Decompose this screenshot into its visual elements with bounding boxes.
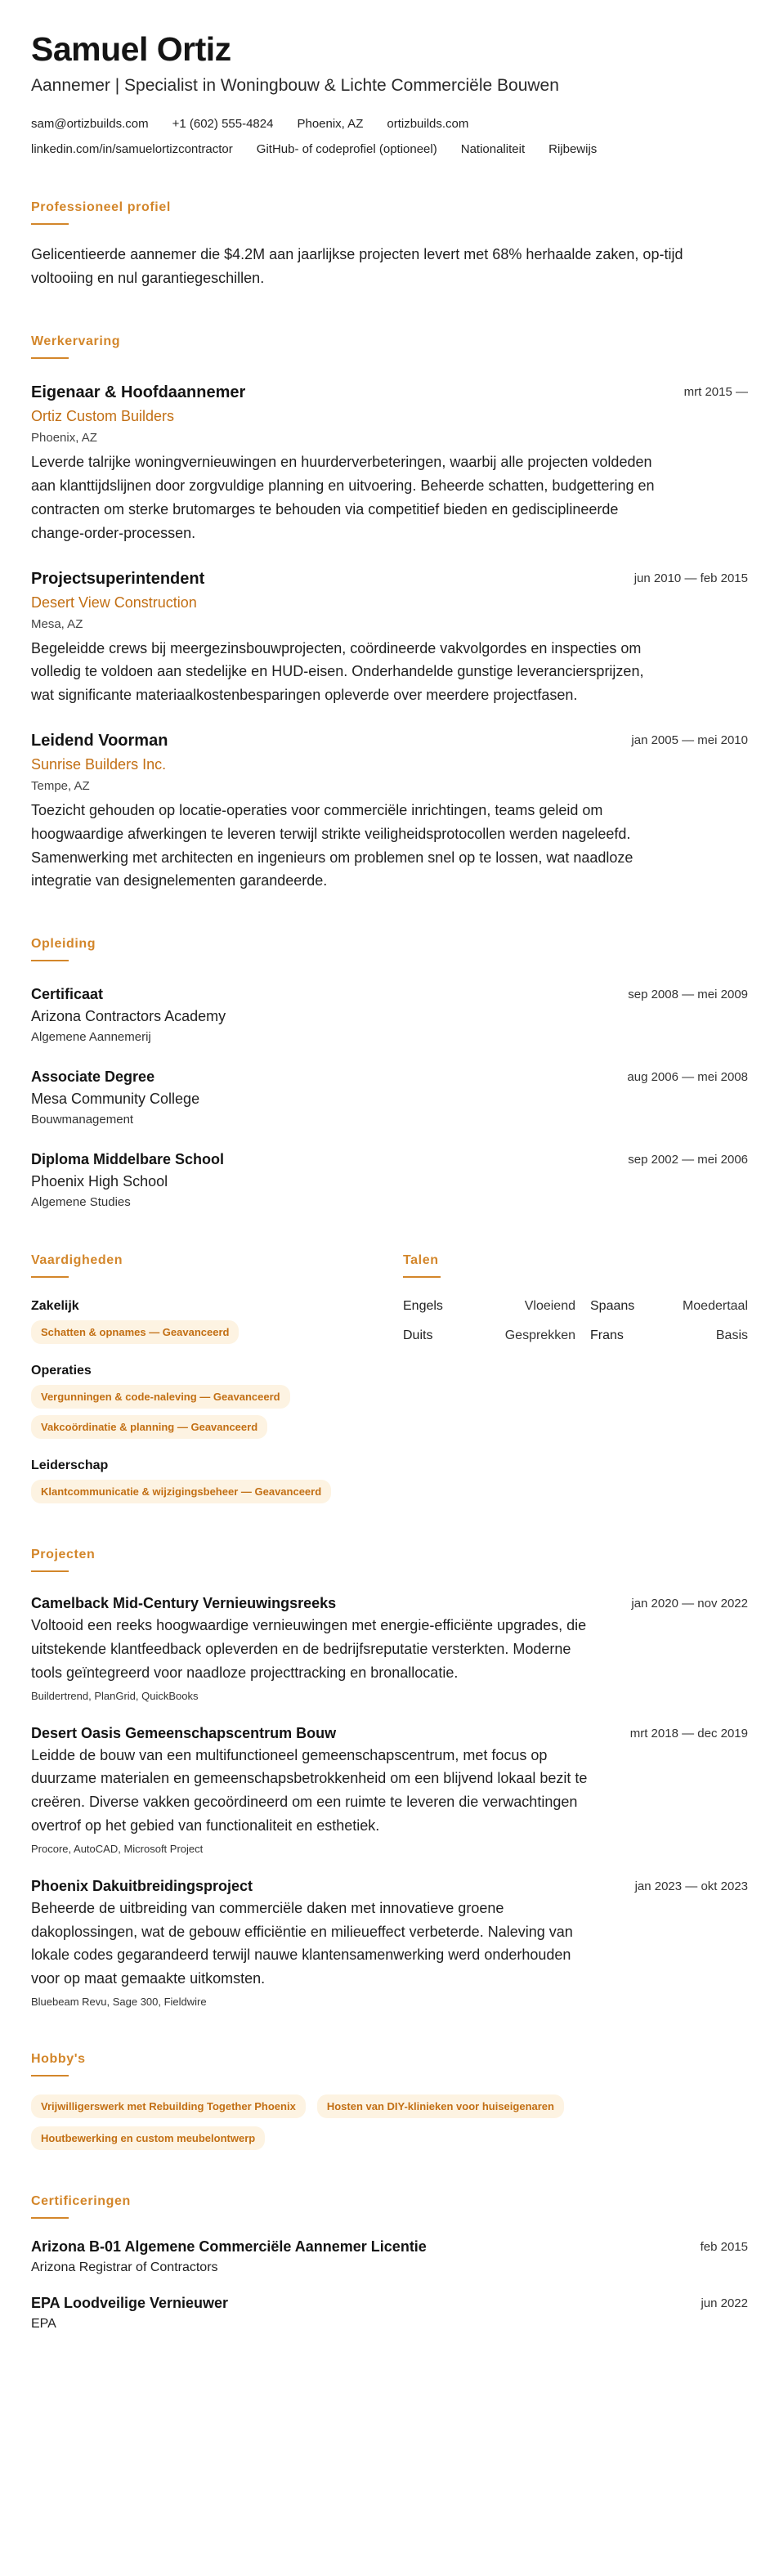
contact-nationality: Nationaliteit: [460, 142, 526, 157]
language-name: Duits: [403, 1328, 433, 1343]
education-dates: sep 2008 — mei 2009: [628, 988, 748, 1002]
section-title: Projecten: [31, 1548, 96, 1562]
language-level: Moedertaal: [682, 1299, 748, 1314]
project-description: Leidde de bouw van een multifunctioneel gemeenschapscentrum, met focus op duurzame materialen en gemeenschapsbetrokkenheid om een blijvend lokaal bezit te creëren. Diverse vakken gecoördineerd om een ruimte te leveren die verwachtingen overtrof op het gebied van functionaliteit en esthetiek.: [31, 1746, 588, 1834]
skill-chip: Klantcommunicatie & wijzigingsbeheer — Geavanceerd: [31, 1480, 331, 1503]
job-dates: jun 2010 — feb 2015: [633, 571, 748, 585]
contact-email[interactable]: sam@ortizbuilds.com: [31, 117, 149, 132]
education-dates: aug 2006 — mei 2008: [627, 1070, 748, 1085]
project-description: Voltooid een reeks hoogwaardige vernieuwingen met energie-efficiënte upgrades, die uitstekende klantfeedback opleverden en de bedrijfsreputatie versterkten. Moderne tools geïntegreerd voor naadloze projecttracking en bronallocatie.: [31, 1617, 587, 1681]
project-dates: mrt 2018 — dec 2019: [629, 1726, 748, 1740]
section-divider: [31, 357, 69, 359]
skill-chip: Vergunningen & code-naleving — Geavanceerd: [31, 1385, 290, 1409]
hobby-chip: Hosten van DIY-klinieken voor huiseigenaren: [317, 2094, 564, 2118]
experience-section: [31, 334, 748, 893]
job-location: Tempe, AZ: [31, 778, 90, 793]
contact-row: [31, 117, 748, 131]
education-dates: sep 2002 — mei 2006: [628, 1153, 748, 1167]
language-name: Frans: [590, 1328, 624, 1343]
certification-name: Arizona B-01 Algemene Commerciële Aannemer Licentie: [31, 2238, 427, 2255]
hobbies-section: [31, 2052, 748, 2150]
profile-summary: Gelicentieerde aannemer die $4.2M aan jaarlijkse projecten levert met 68% herhaalde zaken, op-tijd voltooiing en nul garantiegeschillen.: [31, 246, 683, 287]
job-entry: [31, 383, 748, 544]
section-divider: [31, 223, 69, 225]
languages-section: [403, 1253, 748, 1503]
education-entry: [31, 1068, 748, 1127]
job-dates: mrt 2015 —: [683, 385, 748, 400]
hobby-chip: Vrijwilligerswerk met Rebuilding Together Phoenix: [31, 2094, 306, 2118]
section-title: Werkervaring: [31, 334, 121, 349]
contact-drivers-license: Rijbewijs: [548, 142, 598, 157]
certification-issuer: EPA: [31, 2316, 56, 2331]
section-divider: [31, 960, 69, 961]
project-dates: jan 2020 — nov 2022: [631, 1597, 748, 1611]
project-entry: [31, 1595, 748, 1701]
job-dates: jan 2005 — mei 2010: [631, 732, 748, 747]
education-section: [31, 937, 748, 1209]
job-company: Desert View Construction: [31, 594, 197, 611]
certification-date: feb 2015: [700, 2239, 748, 2254]
job-location: Phoenix, AZ: [31, 431, 97, 446]
project-description: Beheerde de uitbreiding van commerciële daken met innovatieve groene dakoplossingen, wat de gebouw efficiëntie en milieueffect verbeterde. Naleving van lokale codes gegarandeerd terwijl nauwe klantensamenwerking werd onderhouden voor op maat gemaakte uitkomsten.: [31, 1899, 573, 1987]
project-name: Desert Oasis Gemeenschapscentrum Bouw: [31, 1724, 337, 1741]
project-dates: jan 2023 — okt 2023: [634, 1879, 748, 1893]
skill-category: Operaties: [31, 1364, 92, 1378]
certification-name: EPA Loodveilige Vernieuwer: [31, 2294, 229, 2311]
skill-category: Leiderschap: [31, 1458, 109, 1473]
education-entry: [31, 986, 748, 1044]
job-entry: [31, 570, 748, 707]
education-degree: Diploma Middelbare School: [31, 1151, 225, 1168]
section-divider: [31, 1570, 69, 1572]
education-field: Bouwmanagement: [31, 1113, 134, 1127]
contact-website[interactable]: ortizbuilds.com: [387, 117, 469, 132]
section-divider: [31, 2217, 69, 2219]
candidate-name: Samuel Ortiz: [31, 30, 231, 68]
skills-section: [31, 1253, 403, 1503]
project-entry: [31, 1878, 748, 2008]
project-name: Camelback Mid-Century Vernieuwingsreeks: [31, 1595, 337, 1612]
projects-section: [31, 1548, 748, 2008]
project-tools: Buildertrend, PlanGrid, QuickBooks: [31, 1689, 199, 1702]
language-name: Engels: [403, 1299, 443, 1314]
job-title: Leidend Voorman: [31, 731, 168, 750]
section-divider: [31, 2075, 69, 2076]
education-school: Arizona Contractors Academy: [31, 1008, 226, 1025]
education-school: Phoenix High School: [31, 1173, 168, 1190]
job-description: Begeleidde crews bij meergezinsbouwprojecten, coördineerde vakvolgordes en inspecties om volledig te voldoen aan stedelijke en HUD-eisen. Onderhandelde gunstige leveranciersprijzen, wat significante materiaalkostenbesparingen opleverde over meerdere projectfasen.: [31, 639, 644, 704]
profile-section: [31, 200, 748, 290]
education-field: Algemene Aannemerij: [31, 1030, 151, 1045]
project-name: Phoenix Dakuitbreidingsproject: [31, 1877, 253, 1894]
language-level: Vloeiend: [524, 1299, 575, 1314]
contact-phone[interactable]: +1 (602) 555-4824: [172, 117, 274, 132]
job-company: Ortiz Custom Builders: [31, 408, 175, 425]
section-title: Hobby's: [31, 2051, 86, 2066]
project-tools: Procore, AutoCAD, Microsoft Project: [31, 1842, 204, 1855]
section-divider: [403, 1276, 441, 1278]
education-field: Algemene Studies: [31, 1195, 131, 1210]
contact-row-secondary: [31, 142, 748, 156]
project-tools: Bluebeam Revu, Sage 300, Fieldwire: [31, 1995, 207, 2008]
certification-entry: [31, 2295, 748, 2332]
certifications-section: [31, 2194, 748, 2332]
job-description: Toezicht gehouden op locatie-operaties voor commerciële inrichtingen, teams geleid om hoogwaardige afwerkingen te leveren terwijl strikte veiligheidsprotocollen werden nageleefd. Samenwerking met architecten en ingenieurs om problemen snel op te lossen, wat naadloze integratie van designelementen garandeerde.: [31, 801, 633, 889]
certification-issuer: Arizona Registrar of Contractors: [31, 2260, 218, 2274]
language-name: Spaans: [590, 1299, 635, 1314]
education-school: Mesa Community College: [31, 1091, 200, 1108]
job-title: Projectsuperintendent: [31, 569, 205, 588]
section-title: Vaardigheden: [31, 1253, 123, 1268]
contact-linkedin[interactable]: linkedin.com/in/samuelortizcontractor: [31, 142, 233, 157]
section-title: Talen: [403, 1253, 439, 1268]
section-title: Opleiding: [31, 937, 96, 952]
job-location: Mesa, AZ: [31, 616, 83, 631]
languages-grid: [403, 1299, 748, 1343]
project-entry: [31, 1725, 748, 1855]
certification-entry: [31, 2238, 748, 2275]
skill-chip: Vakcoördinatie & planning — Geavanceerd: [31, 1415, 267, 1439]
language-level: Basis: [715, 1328, 748, 1343]
contact-location: Phoenix, AZ: [297, 117, 364, 132]
section-title: Professioneel profiel: [31, 200, 171, 215]
job-description: Leverde talrijke woningvernieuwingen en huurderverbeteringen, waarbij alle projecten voldeden aan klanttijdslijnen door zorgvuldige planning en uitvoering. Beheerde schatten, budgettering en contracten om sterke brutomarges te behouden via competitief bieden en gedisciplineerde change-order-processen.: [31, 454, 655, 541]
skill-category: Zakelijk: [31, 1299, 79, 1314]
contact-github[interactable]: GitHub- of codeprofiel (optioneel): [256, 142, 437, 157]
hobby-chip: Houtbewerking en custom meubelontwerp: [31, 2126, 265, 2150]
certification-date: jun 2022: [701, 2296, 748, 2310]
job-title: Eigenaar & Hoofdaannemer: [31, 383, 246, 402]
education-degree: Certificaat: [31, 986, 104, 1003]
candidate-headline: Aannemer | Specialist in Woningbouw & Lichte Commerciële Bouwen: [31, 76, 559, 96]
job-entry: [31, 732, 748, 893]
section-divider: [31, 1276, 69, 1278]
education-entry: [31, 1151, 748, 1209]
education-degree: Associate Degree: [31, 1068, 155, 1086]
section-title: Certificeringen: [31, 2193, 131, 2208]
skills-languages-row: [31, 1253, 748, 1503]
skill-chip: Schatten & opnames — Geavanceerd: [31, 1320, 239, 1344]
job-company: Sunrise Builders Inc.: [31, 755, 167, 773]
language-level: Gesprekken: [504, 1328, 575, 1343]
